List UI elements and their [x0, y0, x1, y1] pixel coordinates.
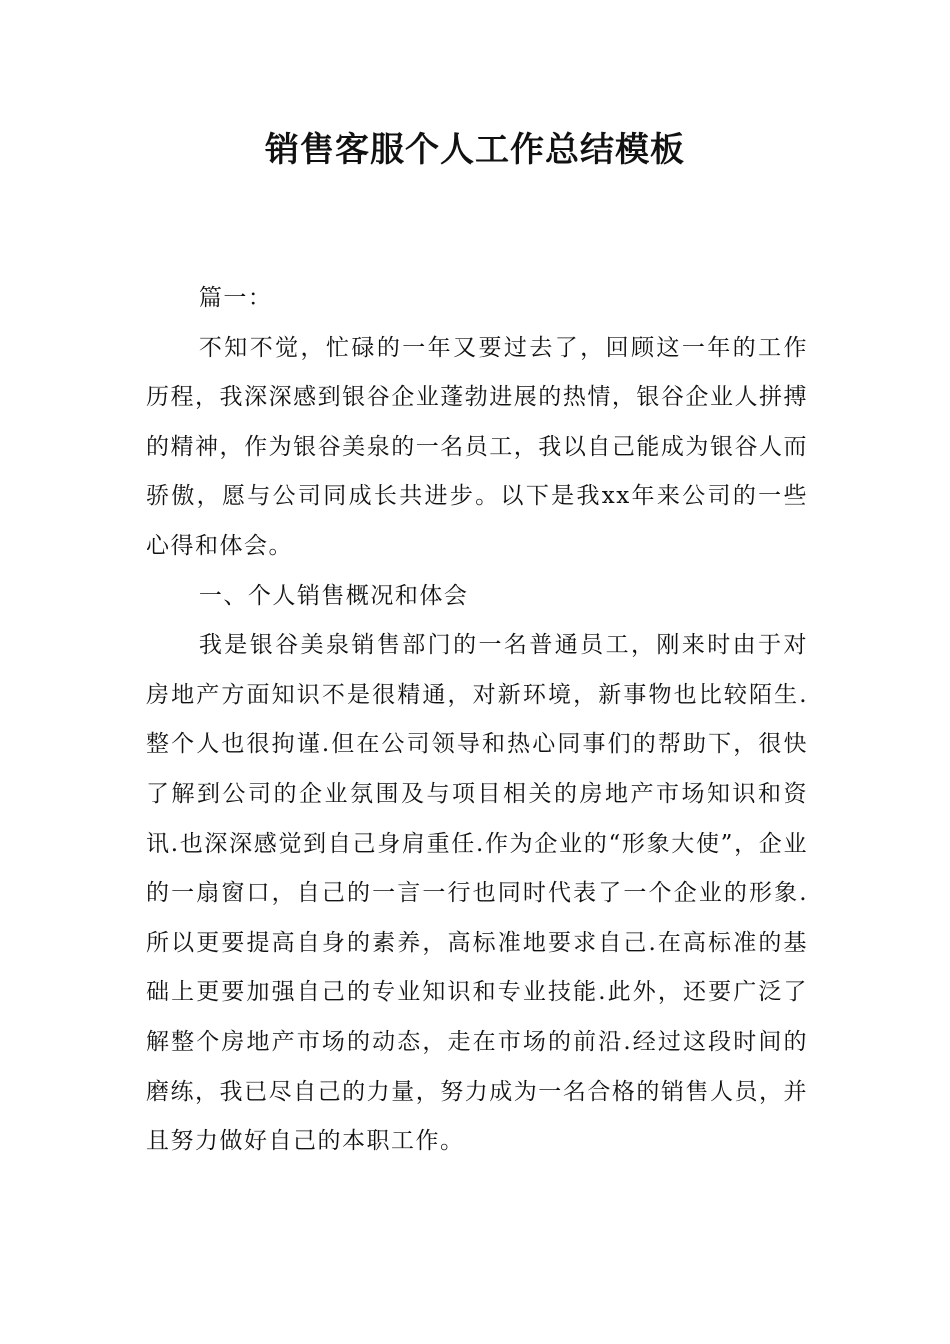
intro-paragraph: 不知不觉，忙碌的一年又要过去了，回顾这一年的工作历程，我深深感到银谷企业蓬勃进展的热情，银谷企业人拼搏的精神，作为银谷美泉的一名员工，我以自己能成为银谷人而骄傲，愿与公司同成长共进步。以下是我xx年来公司的一些心得和体会。 — [146, 334, 808, 559]
section-heading: 一、个人销售概况和体会 — [198, 582, 469, 609]
body-paragraph: 我是银谷美泉销售部门的一名普通员工，刚来时由于对房地产方面知识不是很精通，对新环境，新事物也比较陌生.整个人也很拘谨.但在公司领导和热心同事们的帮助下，很快了解到公司的企业氛围及与项目相关的房地产市场知识和资讯.也深深感觉到自己身肩重任.作为企业的“形象大使”，企业的一扇窗口，自己的一言一行也同时代表了一个企业的形象.所以更要提高自身的素养，高标准地要求自己.在高标准的基础上更要加强自己的专业知识和专业技能.此外，还要广泛了解整个房地产市场的动态，走在市场的前沿.经过这段时间的磨练，我已尽自己的力量，努力成为一名合格的销售人员，并且努力做好自己的本职工作。 — [146, 632, 808, 1155]
document-body — [146, 274, 808, 1167]
document-title: 销售客服个人工作总结模板 — [265, 130, 685, 170]
section-label-part-one: 篇一： — [198, 285, 273, 311]
